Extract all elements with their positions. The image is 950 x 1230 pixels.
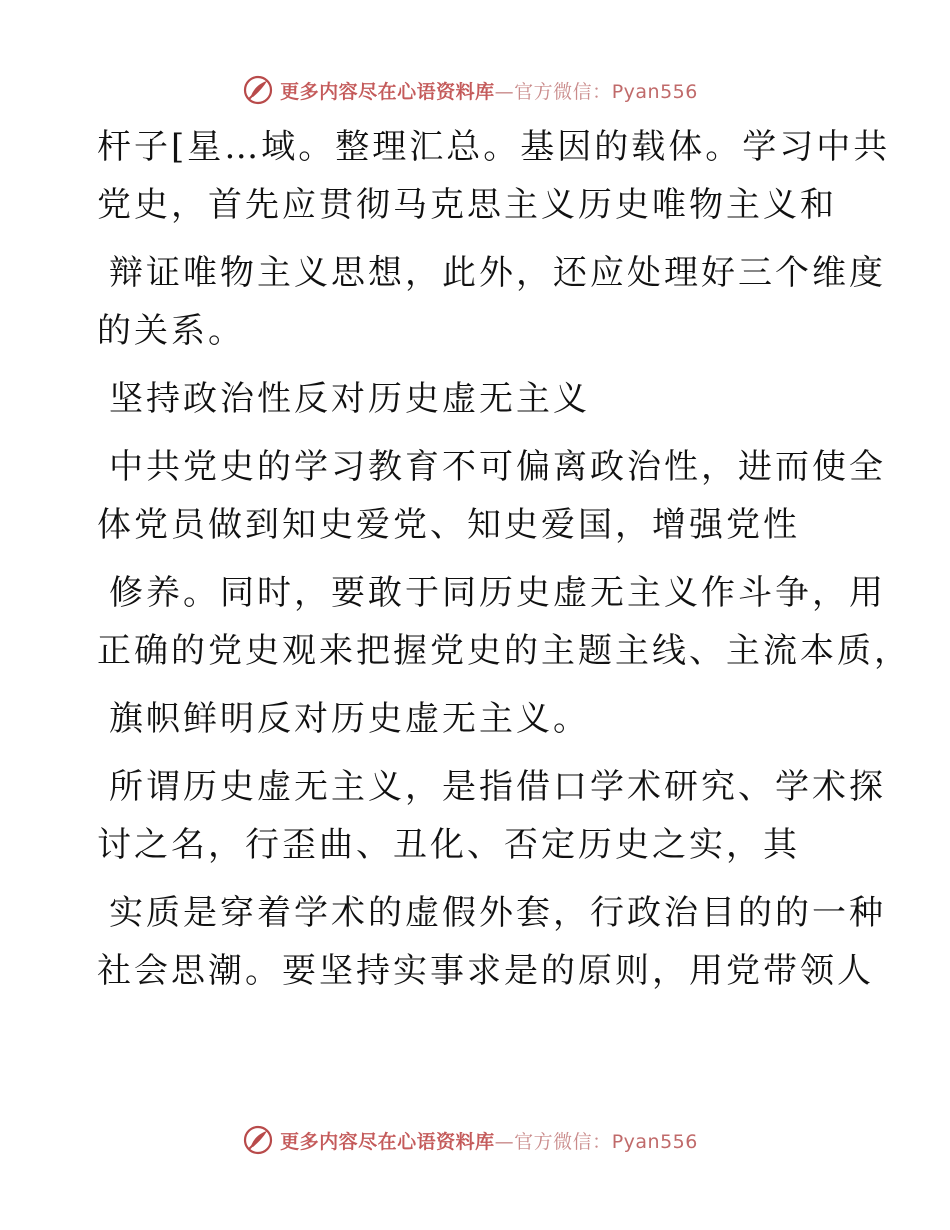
footer-watermark-text: [280, 1127, 698, 1154]
header-dash: —: [494, 80, 515, 103]
paragraph-4: [97, 438, 886, 554]
text-line: 辩证唯物主义思想，此外，还应处理好三个维度: [109, 253, 886, 293]
paragraph-8: [97, 884, 886, 1000]
header-watermark-inner: [242, 74, 698, 106]
text-line: 中共党史的学习教育不可偏离政治性，进而使全: [109, 447, 886, 487]
text-line: 旗帜鲜明反对历史虚无主义。: [109, 699, 590, 739]
header-official: 官方微信：: [514, 80, 612, 103]
text-line: 的关系。: [97, 311, 245, 351]
paragraph-2: [97, 244, 886, 360]
footer-official: 官方微信：: [514, 1130, 612, 1153]
text-line: 讨之名，行歪曲、丑化、否定历史之实，其: [97, 825, 800, 865]
footer-dash: —: [494, 1130, 515, 1153]
text-line: 正确的党史观来把握党史的主题主线、主流本质，: [97, 631, 911, 671]
text-line: 社会思潮。要坚持实事求是的原则，用党带领人: [97, 951, 874, 991]
text-line: 修养。同时，要敢于同历史虚无主义作斗争，用: [109, 573, 886, 613]
text-line: 实质是穿着学术的虚假外套，行政治目的的一种: [109, 893, 886, 933]
section-heading: [97, 370, 857, 428]
quill-logo-icon: [242, 74, 274, 106]
header-brand: 更多内容尽在心语资料库: [280, 80, 495, 103]
text-line: 杆子[星…域。整理汇总。基因的载体。学习中共: [97, 127, 891, 167]
paragraph-1: [97, 118, 891, 234]
text-line: 党史，首先应贯彻马克思主义历史唯物主义和: [97, 185, 837, 225]
text-line: 坚持政治性反对历史虚无主义: [109, 379, 590, 419]
paragraph-7: [97, 758, 886, 874]
paragraph-5: [97, 564, 911, 680]
header-watermark-text: [280, 77, 698, 104]
footer-handle: Pyan556: [611, 1130, 698, 1153]
text-line: 体党员做到知史爱党、知史爱国，增强党性: [97, 505, 800, 545]
paragraph-6: [97, 690, 857, 748]
quill-logo-icon: [242, 1124, 274, 1156]
header-watermark: [0, 70, 950, 110]
footer-watermark-inner: [242, 1124, 698, 1156]
document-body: [97, 118, 911, 1000]
header-handle: Pyan556: [611, 80, 698, 103]
text-line: 所谓历史虚无主义，是指借口学术研究、学术探: [109, 767, 886, 807]
footer-brand: 更多内容尽在心语资料库: [280, 1130, 495, 1153]
footer-watermark: [0, 1120, 950, 1160]
